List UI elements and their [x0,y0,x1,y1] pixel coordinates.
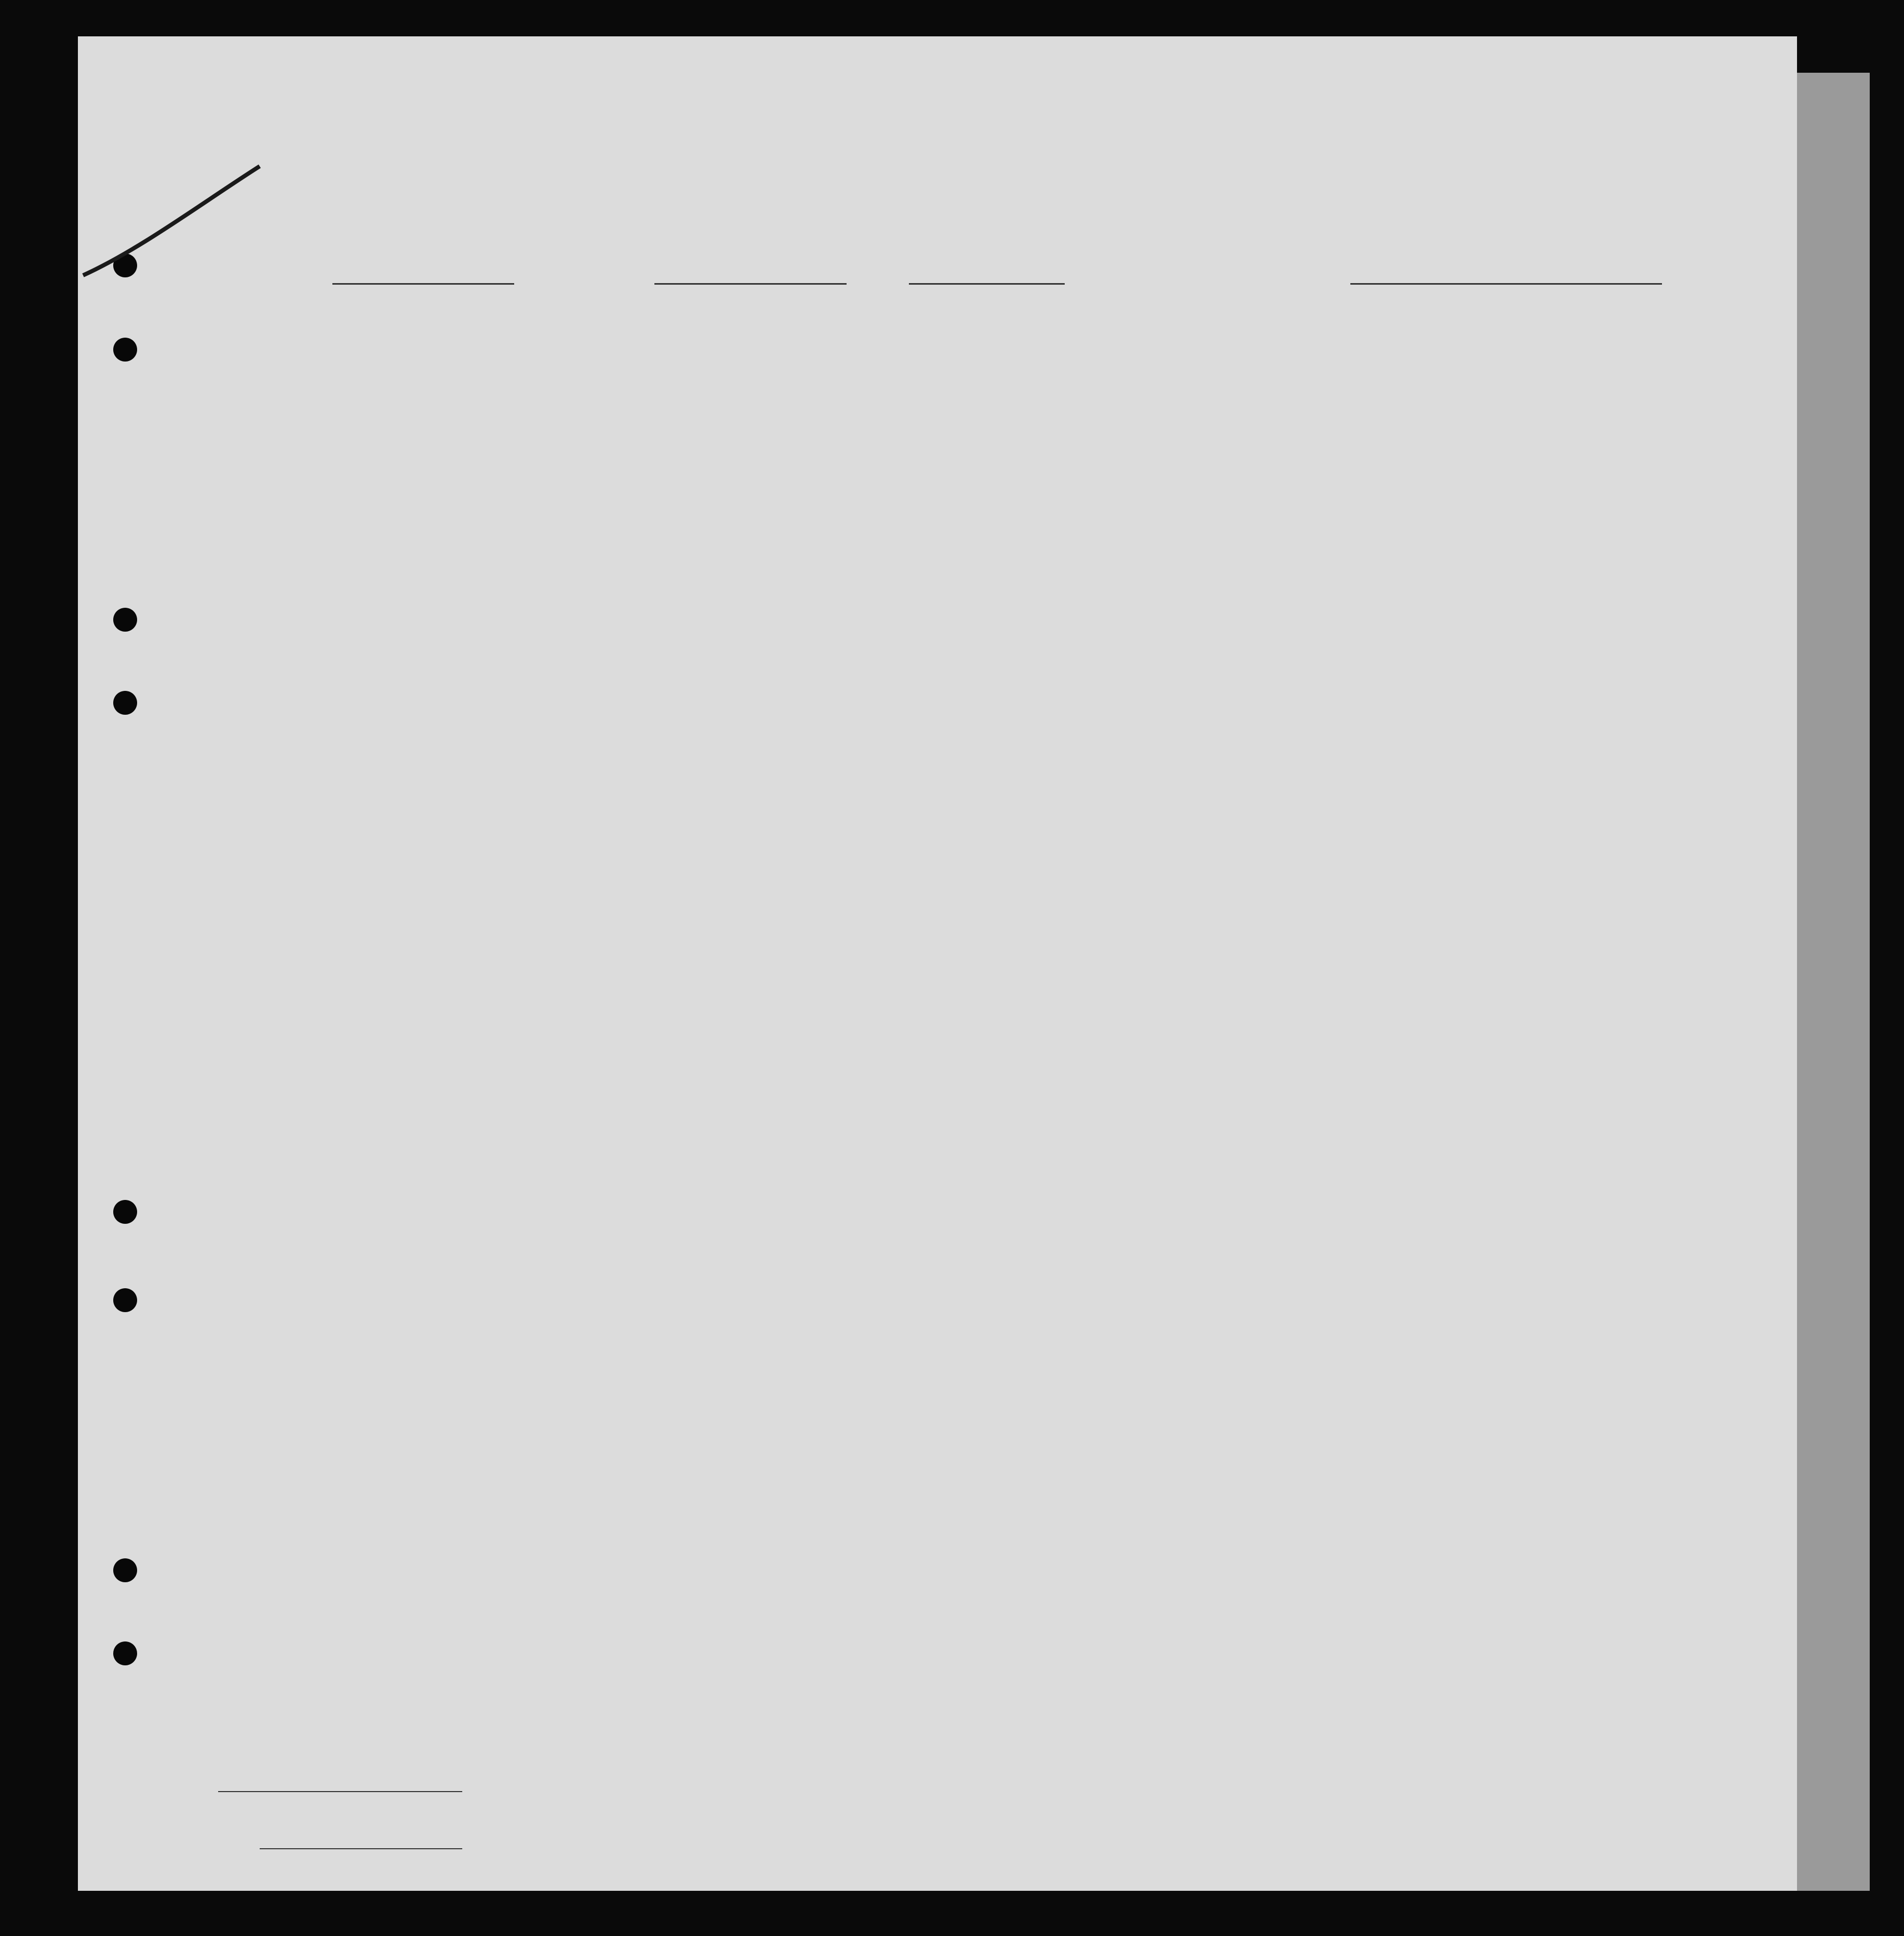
adjacent-page-strip [1787,73,1870,1891]
punch-hole [113,338,137,362]
slash-stroke [78,156,265,291]
fill-line [909,283,1065,285]
agents-fill [260,1848,462,1849]
manifest-page [78,36,1797,1891]
fill-line [332,283,514,285]
punch-hole [113,1200,137,1224]
punch-hole [113,1288,137,1312]
punch-hole [113,1641,137,1665]
line-fill [218,1791,462,1792]
punch-hole [113,1558,137,1582]
punch-hole [113,691,137,715]
fill-line [1350,283,1662,285]
fill-line [654,283,847,285]
punch-hole [113,608,137,632]
